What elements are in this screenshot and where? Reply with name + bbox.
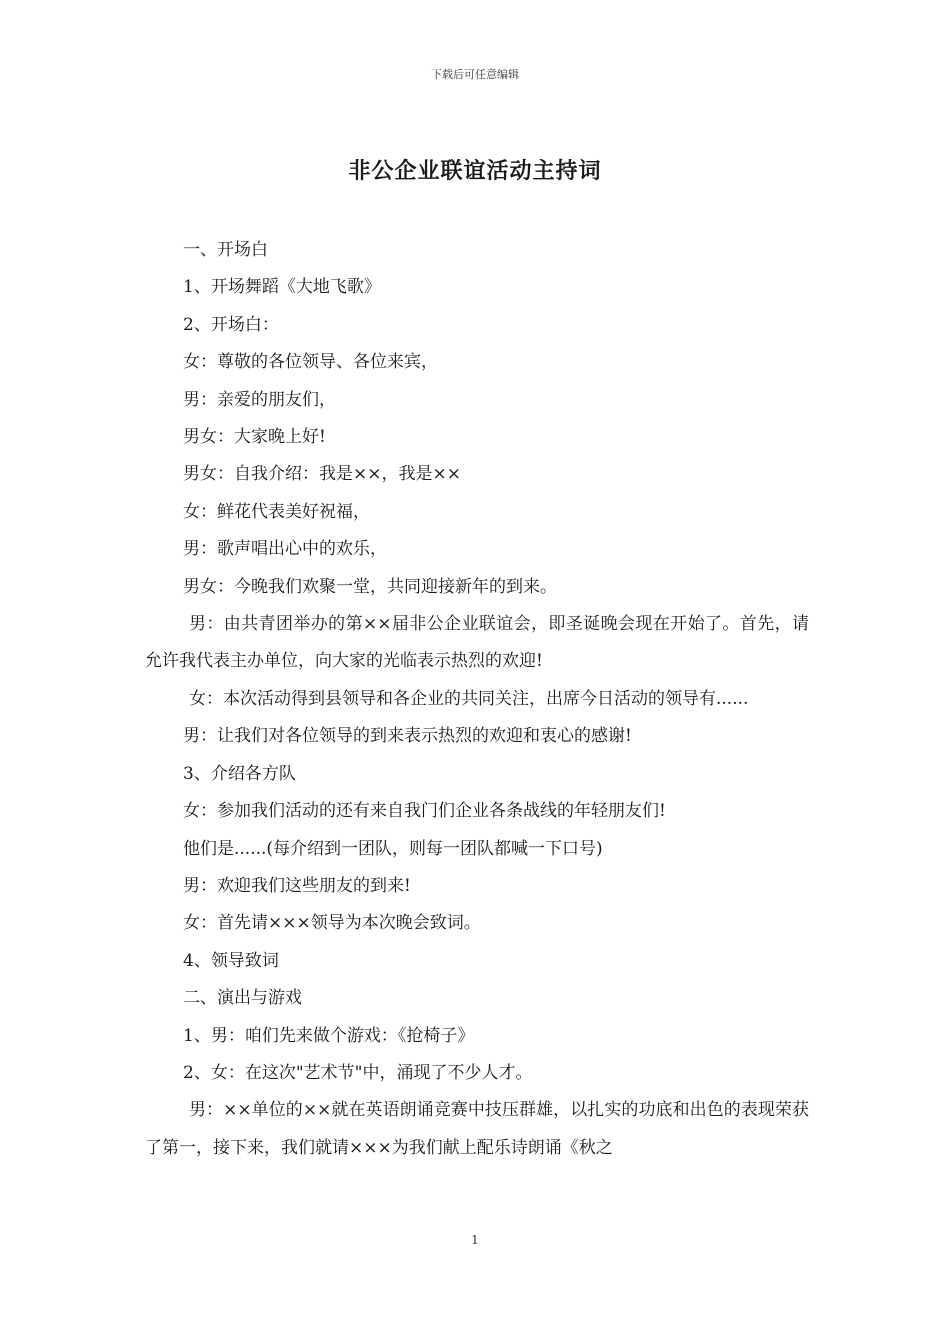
paragraph: 他们是......(每介绍到一团队，则每一团队都喊一下口号) [183, 838, 603, 859]
paragraph: 男女：自我介绍：我是××，我是×× [183, 464, 461, 485]
paragraph: 2、开场白： [183, 314, 279, 335]
section-heading: 二、演出与游戏 [183, 988, 302, 1009]
document-title: 非公企业联谊活动主持词 [348, 158, 602, 184]
paragraph: 1、开场舞蹈《大地飞歌》 [183, 277, 381, 298]
paragraph: 女：尊敬的各位领导、各位来宾， [183, 352, 438, 373]
paragraph: 男女：今晚我们欢聚一堂，共同迎接新年的到来。 [183, 576, 557, 597]
paragraph: 女：首先请×××领导为本次晚会致词。 [183, 913, 481, 934]
paragraph: 男：由共青团举办的第××届非公企业联谊会，即圣诞晚会现在开始了。首先，请允许我代表主办单位，向大家的光临表示热烈的欢迎! [145, 614, 809, 672]
paragraph: 女：本次活动得到县领导和各企业的共同关注，出席今日活动的领导有...... [189, 688, 749, 709]
paragraph: 女：参加我们活动的还有来自我门们企业各条战线的年轻朋友们! [183, 801, 666, 822]
paragraph: 女：鲜花代表美好祝福， [183, 501, 370, 522]
paragraph: 2、女：在这次"艺术节"中，涌现了不少人才。 [183, 1062, 533, 1083]
section-heading: 一、开场白 [183, 240, 268, 260]
paragraph: 男：亲爱的朋友们， [183, 389, 336, 410]
header-note: 下载后可任意编辑 [431, 68, 519, 81]
paragraph: 1、男：咱们先来做个游戏：《抢椅子》 [183, 1025, 475, 1046]
paragraph: 男：让我们对各位领导的到来表示热烈的欢迎和衷心的感谢! [183, 726, 632, 747]
page-number: 1 [471, 1233, 479, 1247]
paragraph: 4、领导致词 [183, 950, 279, 971]
paragraph: 男：欢迎我们这些朋友的到来! [183, 875, 411, 896]
paragraph: 3、介绍各方队 [183, 763, 296, 784]
paragraph: 男：××单位的××就在英语朗诵竞赛中技压群雄，以扎实的功底和出色的表现荣获了第一，接下来，我们就请×××为我们献上配乐诗朗诵《秋之 [145, 1100, 809, 1158]
paragraph: 男女：大家晚上好! [183, 427, 326, 448]
paragraph: 男：歌声唱出心中的欢乐， [183, 539, 387, 560]
document-body [145, 232, 809, 1167]
